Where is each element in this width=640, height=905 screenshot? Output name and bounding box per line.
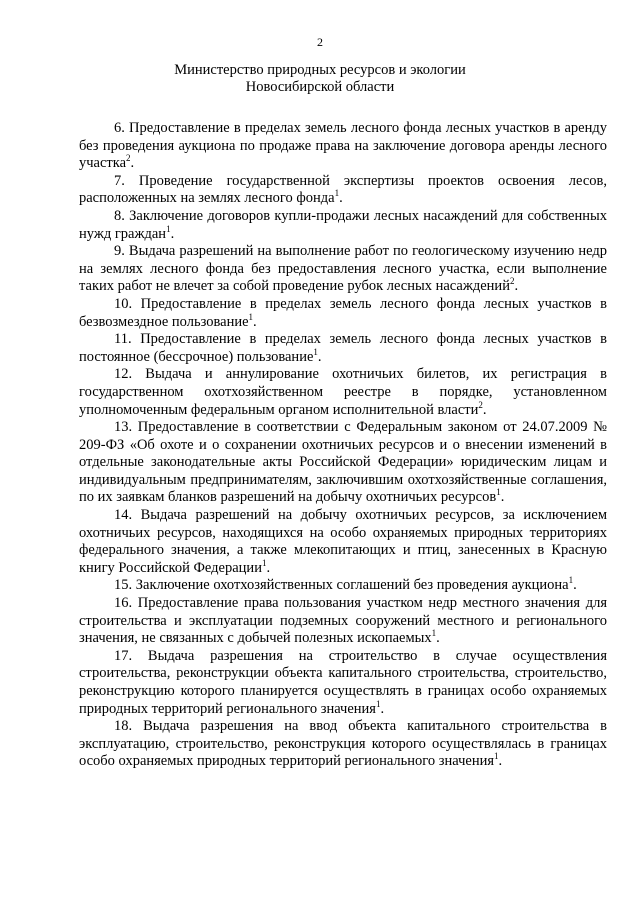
footnote-marker: 2 xyxy=(126,153,131,164)
list-item: 16. Предоставление права пользования участком недр местного значения для строительства и эксплуатации подземных сооружений местного и регионального значения, не связанных с добычей полезных ископаемых$^1$. xyxy=(79,595,607,647)
header-line-region: Новосибирской области xyxy=(245,79,395,95)
list-item: 11. Предоставление в пределах земель лесного фонда лесных участков в постоянное (бессрочное) пользование$^1$. xyxy=(79,331,607,365)
list-item: 13. Предоставление в соответствии с Федеральным законом от 24.07.2009 № 209-ФЗ «Об охоте и о сохранении охотничьих ресурсов и о внесении изменений в отдельные законодательные акты Российской Федерации» юридическим лицам и индивидуальным предпринимателям, заключившим охотхозяйственные соглашения, по их заявкам бланков разрешений на добычу охотничьих ресурсов$^1$. xyxy=(79,419,607,506)
footnote-marker: 1 xyxy=(313,346,318,357)
footnote-marker: 1 xyxy=(248,311,254,322)
footnote-marker: 1 xyxy=(496,487,501,498)
page-number: 2 xyxy=(317,35,323,49)
services-list xyxy=(79,120,607,771)
list-item: 12. Выдача и аннулирование охотничьих билетов, их регистрация в государственном охотхозяйственном реестре в порядке, установленном уполномоченным федеральным органом исполнительной власти$^2$. xyxy=(79,366,607,418)
document-header xyxy=(0,62,640,96)
footnote-marker: 2 xyxy=(509,276,515,287)
list-item: 9. Выдача разрешений на выполнение работ по геологическому изучению недр на землях лесного фонда без предоставления лесного участка, если выполнение таких работ не влечет за собой проведение рубок лесных насаждений$^2$. xyxy=(79,243,607,295)
footnote-marker: 2 xyxy=(478,399,483,410)
list-item: 17. Выдача разрешения на строительство в случае осуществления строительства, реконструкции объекта капитального строительства, строительство, реконструкцию которого планируется осуществлять в границах особо охраняемых природных территорий регионального значения$^1$. xyxy=(79,647,607,717)
footnote-marker: 1 xyxy=(568,575,574,586)
footnote-marker: 1 xyxy=(166,223,171,234)
footnote-marker: 1 xyxy=(431,628,437,639)
list-item: 6. Предоставление в пределах земель лесного фонда лесных участков в аренду без проведения аукциона по продаже права на заключение договора аренды лесного участка$^2$. xyxy=(79,120,607,172)
list-item: 7. Проведение государственной экспертизы проектов освоения лесов, расположенных на землях лесного фонда$^1$. xyxy=(79,172,607,207)
list-item: 18. Выдача разрешения на ввод объекта капитального строительства в эксплуатацию, строительство, реконструкция которого осуществлялась в границах особо охраняемых природных территорий регионального значения$^1$. xyxy=(79,718,607,770)
list-item: 14. Выдача разрешений на добычу охотничьих ресурсов, за исключением охотничьих ресурсов, находящихся на особо охраняемых природных территориях федерального значения, а также млекопитающих и птиц, занесенных в Красную книгу Российской Федерации$^1$. xyxy=(79,507,607,576)
list-item: 8. Заключение договоров купли-продажи лесных насаждений для собственных нужд граждан$^1$. xyxy=(79,207,607,242)
header-line-ministry: Министерство природных ресурсов и экологии xyxy=(174,62,466,78)
list-item: 15. Заключение охотхозяйственных соглашений без проведения аукциона$^1$. xyxy=(114,575,577,594)
footnote-marker: 1 xyxy=(375,698,381,709)
list-item: 10. Предоставление в пределах земель лесного фонда лесных участков в безвозмездное пользование$^1$. xyxy=(79,295,607,330)
footnote-marker: 1 xyxy=(261,558,267,569)
footnote-marker: 1 xyxy=(494,751,499,762)
footnote-marker: 1 xyxy=(334,188,340,199)
